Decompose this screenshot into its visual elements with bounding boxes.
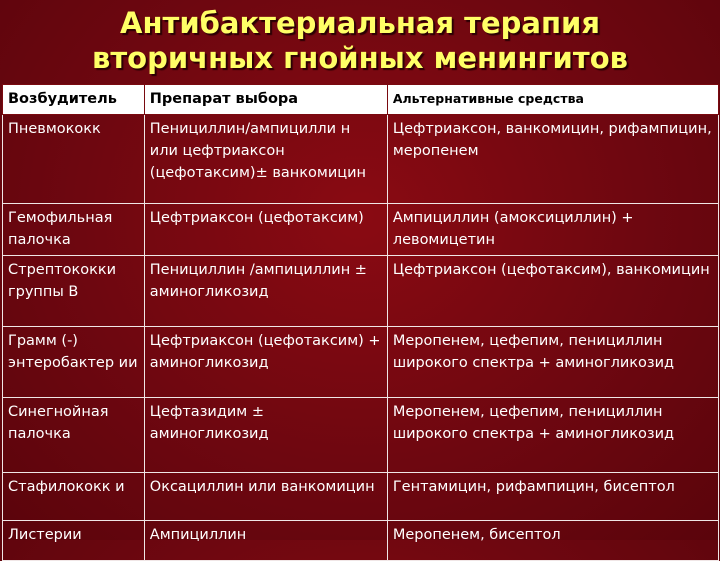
table-row: [3, 473, 719, 521]
table-row: [3, 204, 719, 256]
pathogen-cell: Листерии: [3, 521, 145, 561]
pathogen-cell: Стафилококк и: [3, 473, 145, 521]
table-header-row: [3, 85, 719, 115]
slide-title: [0, 6, 720, 76]
alternatives-cell: Цефтриаксон (цефотаксим), ванкомицин: [387, 256, 718, 327]
title-line-2: вторичных гнойных менингитов: [92, 41, 628, 75]
table-row: [3, 521, 719, 561]
pathogen-cell: Пневмококк: [3, 115, 145, 204]
drug-of-choice-cell: Пенициллин/ампицилли н или цефтриаксон (цефотаксим)± ванкомицин: [144, 115, 387, 204]
drug-of-choice-cell: Ампициллин: [144, 521, 387, 561]
header-alternatives: Альтернативные средства: [387, 85, 718, 115]
drug-of-choice-cell: Цефтриаксон (цефотаксим) + аминогликозид: [144, 327, 387, 398]
alternatives-cell: Ампициллин (амоксициллин) + левомицетин: [387, 204, 718, 256]
pathogen-cell: Гемофильная палочка: [3, 204, 145, 256]
table-row: [3, 398, 719, 473]
header-pathogen: Возбудитель: [3, 85, 145, 115]
pathogen-cell: Стрептококки группы В: [3, 256, 145, 327]
title-line-1: Антибактериальная терапия: [120, 6, 600, 40]
drug-of-choice-cell: Оксациллин или ванкомицин: [144, 473, 387, 521]
alternatives-cell: Меропенем, цефепим, пенициллин широкого спектра + аминогликозид: [387, 327, 718, 398]
therapy-table: [2, 84, 719, 561]
table-row: [3, 327, 719, 398]
header-drug-of-choice: Препарат выбора: [144, 85, 387, 115]
pathogen-cell: Грамм (-) энтеробактер ии: [3, 327, 145, 398]
alternatives-cell: Меропенем, бисептол: [387, 521, 718, 561]
table-row: [3, 256, 719, 327]
alternatives-cell: Гентамицин, рифампицин, бисептол: [387, 473, 718, 521]
table-row: [3, 115, 719, 204]
drug-of-choice-cell: Пенициллин /ампициллин ± аминогликозид: [144, 256, 387, 327]
drug-of-choice-cell: Цефтриаксон (цефотаксим): [144, 204, 387, 256]
alternatives-cell: Меропенем, цефепим, пенициллин широкого спектра + аминогликозид: [387, 398, 718, 473]
pathogen-cell: Синегнойная палочка: [3, 398, 145, 473]
alternatives-cell: Цефтриаксон, ванкомицин, рифампицин, меропенем: [387, 115, 718, 204]
drug-of-choice-cell: Цефтазидим ± аминогликозид: [144, 398, 387, 473]
